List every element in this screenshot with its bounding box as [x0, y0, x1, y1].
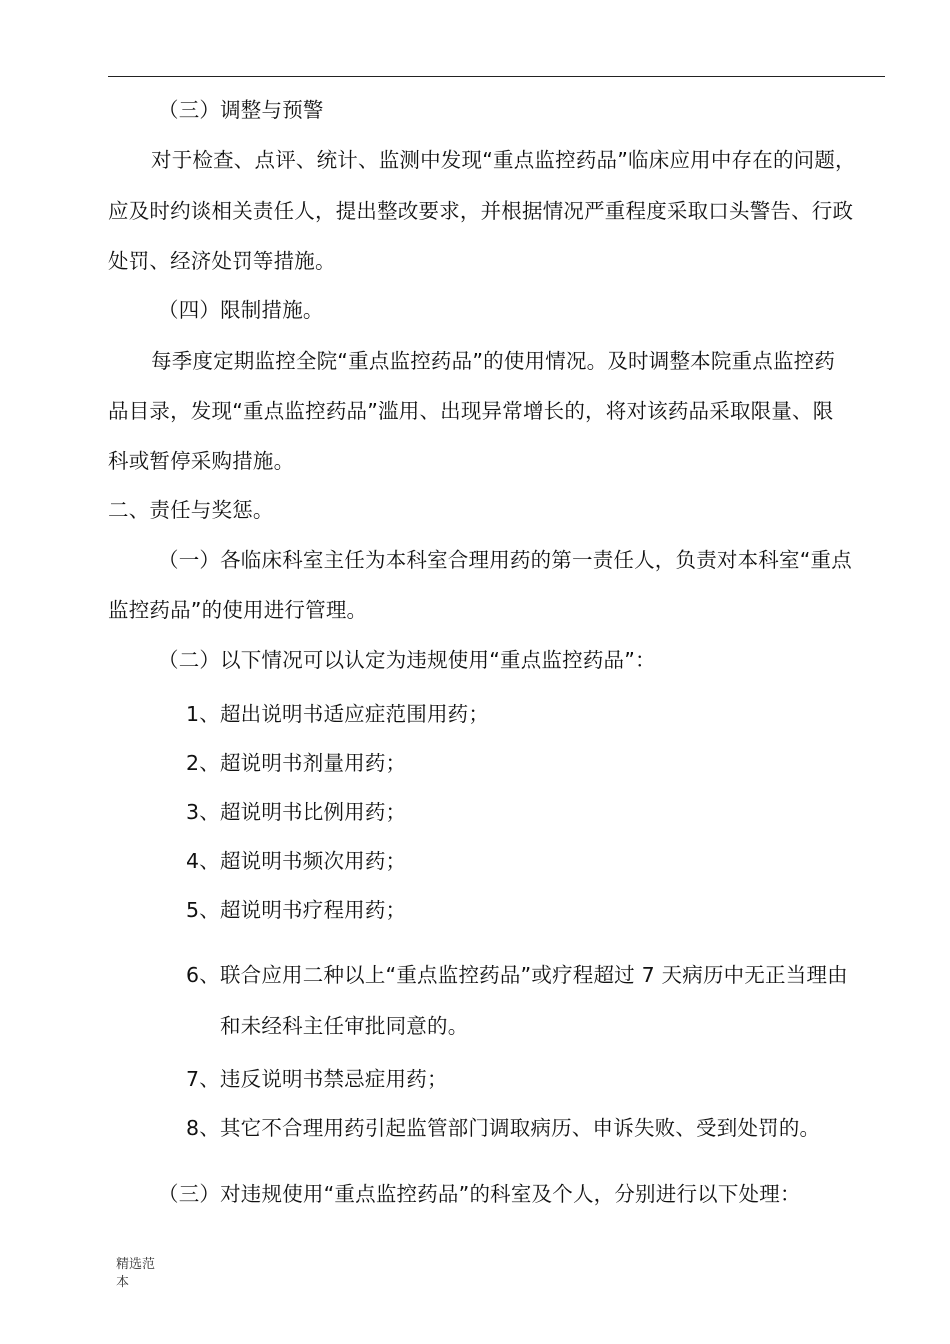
paragraph-line: 监控药品”的使用进行管理。 [108, 598, 368, 622]
header-rule [108, 76, 885, 77]
footer-label: 精选范 [116, 1257, 156, 1272]
section-heading-restrictions: （四）限制措施。 [158, 298, 324, 322]
paragraph-line: 处罚、经济处罚等措施。 [108, 249, 336, 273]
list-item: 5、超说明书疗程用药； [186, 898, 407, 922]
list-item: 1、超出说明书适应症范围用药； [186, 702, 490, 726]
paragraph-line: 品目录，发现“重点监控药品”滥用、出现异常增长的，将对该药品采取限量、限 [108, 399, 834, 423]
list-item: 3、超说明书比例用药； [186, 800, 407, 824]
list-item: 7、违反说明书禁忌症用药； [186, 1067, 448, 1091]
list-item: 4、超说明书频次用药； [186, 849, 407, 873]
section-heading-responsibility: 二、责任与奖惩。 [108, 498, 274, 522]
footer-label: 本 [116, 1275, 130, 1290]
paragraph-line: 对于检查、点评、统计、监测中发现“重点监控药品”临床应用中存在的问题， [151, 148, 856, 172]
list-item: 8、其它不合理用药引起监管部门调取病历、申诉失败、受到处罚的。 [186, 1116, 821, 1140]
paragraph-line: （二）以下情况可以认定为违规使用“重点监控药品”： [158, 648, 656, 672]
paragraph-line: （三）对违规使用“重点监控药品”的科室及个人，分别进行以下处理： [158, 1182, 801, 1206]
paragraph-line: 科或暂停采购措施。 [108, 449, 295, 473]
list-item: 6、联合应用二种以上“重点监控药品”或疗程超过 7 天病历中无正当理由 [186, 963, 848, 987]
paragraph-line: 应及时约谈相关责任人，提出整改要求，并根据情况严重程度采取口头警告、行政 [108, 199, 854, 223]
paragraph-line: 每季度定期监控全院“重点监控药品”的使用情况。及时调整本院重点监控药 [151, 349, 836, 373]
section-heading-adjust-warning: （三）调整与预警 [158, 98, 324, 122]
list-item: 2、超说明书剂量用药； [186, 751, 407, 775]
list-item-continuation: 和未经科主任审批同意的。 [220, 1014, 469, 1038]
paragraph-line: （一）各临床科室主任为本科室合理用药的第一责任人，负责对本科室“重点 [158, 548, 852, 572]
